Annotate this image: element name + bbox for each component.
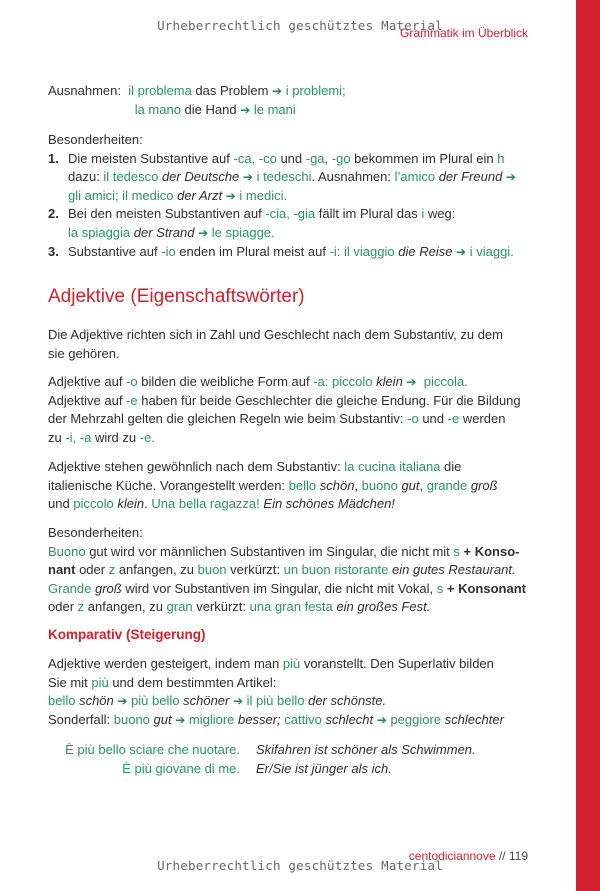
arrow-right-icon: ➔	[225, 188, 236, 203]
arrow-right-icon: ➔	[240, 102, 251, 117]
italian-term: piccola.	[416, 374, 468, 389]
text-segment: + Konso-	[459, 543, 520, 559]
text-segment: Adjektive auf	[48, 392, 127, 408]
text-segment: Adjektive auf	[48, 374, 127, 389]
german-translation: schön	[316, 477, 355, 493]
italian-term: la cucina italiana	[344, 459, 441, 474]
german-translation: schlechter	[441, 711, 504, 727]
text-line	[48, 326, 503, 345]
italian-term: -e	[447, 411, 460, 427]
text-line	[48, 373, 521, 392]
list-number: 2.	[48, 206, 59, 222]
example-german: Skifahren ist schöner als Schwimmen.	[256, 742, 476, 757]
german-translation: Ein schönes Mädchen!	[259, 496, 395, 512]
text-segment: und	[418, 411, 448, 427]
italian-term: più	[282, 656, 301, 671]
italian-term: -i: il viaggio	[329, 243, 395, 259]
italian-term: la spiaggia	[68, 224, 131, 240]
german-translation: gut	[397, 477, 420, 493]
german-translation: klein	[113, 496, 145, 512]
text-segment: Besonderheiten:	[48, 132, 143, 147]
text-segment: fällt im Plural das	[315, 206, 422, 222]
italian-term: grande	[426, 477, 468, 493]
arrow-right-icon: ➔	[198, 225, 209, 240]
italian-term: piccolo	[73, 496, 114, 512]
italian-term: i problemi;	[282, 83, 346, 98]
german-translation: der schönste.	[304, 693, 387, 709]
text-segment: ,	[419, 477, 427, 493]
italian-term: -o	[126, 374, 138, 389]
italian-term: i medici.	[235, 187, 288, 203]
adjektive-form-paragraph	[48, 373, 521, 447]
italian-term: Buono	[48, 543, 86, 559]
italian-term: -e	[126, 392, 138, 408]
italian-term: più bello	[127, 693, 180, 709]
text-segment: und	[276, 150, 306, 166]
italian-term: Una bella ragazza!	[151, 496, 260, 512]
besonderheiten-list	[48, 131, 516, 261]
german-translation: der Strand	[130, 224, 199, 240]
italian-term: -a: piccolo	[313, 374, 373, 389]
arrow-right-icon: ➔	[406, 375, 417, 389]
text-line	[48, 561, 526, 580]
text-segment: verkürzt:	[226, 562, 284, 578]
page-number-word: centodiciannove	[408, 849, 496, 863]
german-translation: klein	[372, 374, 407, 389]
italian-term: cattivo	[284, 711, 322, 727]
italian-term: -e.	[139, 429, 155, 445]
italian-term: s	[436, 580, 444, 596]
arrow-right-icon: ➔	[242, 170, 253, 185]
italian-term: le spiagge.	[208, 224, 275, 240]
examples-italian	[64, 740, 240, 778]
italian-term: h	[497, 150, 505, 166]
text-line	[48, 674, 504, 693]
text-segment: Bei den meisten Substantiven auf	[68, 206, 266, 222]
german-translation: besser;	[234, 711, 285, 727]
german-translation: groß	[467, 477, 498, 493]
text-segment: bilden die weibliche Form auf	[137, 374, 314, 389]
italian-term: gran	[166, 599, 193, 615]
text-segment: . Ausnahmen:	[311, 169, 395, 185]
italian-term: una gran festa	[249, 599, 333, 615]
text-segment	[48, 102, 135, 117]
text-segment: haben für beide Geschlechter die gleiche Endung. Für die Bildung	[137, 392, 521, 408]
list-item-line	[48, 150, 516, 169]
german-translation: gut	[149, 711, 176, 727]
italian-term: le mani	[250, 101, 296, 117]
italian-term: più	[91, 674, 109, 690]
text-segment: sie gehören.	[48, 345, 120, 361]
watermark-top: Urheberrechtlich geschütztes Material	[157, 18, 443, 33]
text-segment: Substantive auf	[68, 243, 162, 259]
german-translation: ein gutes Restaurant.	[388, 562, 516, 578]
italian-term: l’amico	[394, 169, 436, 185]
example-german: Er/Sie ist jünger als ich.	[256, 761, 392, 776]
text-segment: und dem bestimmten Artikel:	[108, 674, 277, 690]
german-translation: schlecht	[321, 711, 377, 727]
adjektive-position-paragraph	[48, 458, 498, 514]
list-number: 3.	[48, 243, 59, 259]
italian-term: la mano	[134, 101, 181, 117]
text-segment: Die meisten Substantive auf	[68, 150, 234, 166]
italian-term: -io	[161, 243, 176, 259]
german-translation: der Freund	[435, 169, 506, 185]
italian-term: buono	[361, 477, 398, 493]
arrow-right-icon: ➔	[505, 170, 516, 185]
ausnahmen-block	[48, 82, 346, 119]
text-line	[48, 711, 504, 730]
italian-term: buon	[197, 562, 227, 578]
page-number: 119	[508, 849, 528, 863]
text-line	[48, 392, 521, 411]
text-line	[48, 101, 346, 120]
text-line	[48, 495, 498, 514]
list-item-line	[48, 205, 516, 224]
text-segment: oder	[48, 599, 78, 615]
arrow-right-icon: ➔	[376, 712, 387, 727]
example-italian: È più giovane di me.	[122, 761, 240, 776]
text-segment: bekommen im Plural ein	[350, 150, 498, 166]
folio-separator: //	[495, 849, 509, 863]
text-segment: der Mehrzahl gelten die gleichen Regeln wie beim Substantiv:	[48, 411, 408, 427]
watermark-bottom: Urheberrechtlich geschütztes Material	[157, 858, 443, 873]
text-segment: zu	[48, 429, 66, 445]
text-segment: wird zu	[91, 429, 140, 445]
adjektive-intro-paragraph	[48, 326, 503, 363]
text-line	[48, 655, 504, 674]
german-translation: ein großes Fest.	[332, 599, 431, 615]
list-number: 1.	[48, 150, 59, 166]
arrow-right-icon: ➔	[272, 84, 283, 98]
text-line	[48, 82, 346, 101]
text-segment: gut wird vor männlichen Substantiven im Singular, die nicht mit	[85, 543, 454, 559]
text-line	[48, 477, 498, 496]
italian-term: il più bello	[243, 693, 305, 709]
list-item-line	[48, 243, 516, 262]
italian-term: bello	[288, 477, 317, 493]
german-translation: schön	[75, 693, 118, 709]
italian-term: un buon ristorante	[283, 562, 389, 578]
italian-term: il tedesco	[103, 169, 159, 185]
list-item-line	[48, 187, 516, 206]
text-segment: ,	[354, 477, 362, 493]
text-segment: dazu:	[68, 169, 104, 185]
italian-term: -ca, -co	[233, 150, 277, 166]
italian-term: -o	[407, 411, 419, 427]
italian-term: i viaggi.	[466, 243, 514, 259]
text-segment: voranstellt. Den Superlativ bilden	[300, 656, 494, 671]
german-translation: der Deutsche	[158, 169, 243, 185]
examples-german	[256, 740, 476, 778]
italian-term: gli amici; il medico	[68, 187, 174, 203]
italian-term: i	[421, 206, 425, 222]
arrow-right-icon: ➔	[232, 694, 244, 709]
german-translation: schöner	[179, 693, 233, 709]
komparativ-paragraph	[48, 655, 504, 729]
text-line	[48, 458, 498, 477]
text-line	[48, 410, 521, 429]
german-translation: die Reise	[394, 243, 457, 259]
text-segment: .	[144, 496, 152, 512]
text-segment: weg:	[424, 206, 456, 222]
text-line	[48, 580, 526, 599]
text-segment: Sie mit	[48, 674, 92, 690]
italian-term: peggiore	[386, 711, 442, 727]
text-segment: Sonderfall:	[48, 711, 114, 727]
text-line	[48, 131, 516, 150]
text-segment: italienische Küche. Vorangestellt werden:	[48, 477, 289, 493]
italian-term: -cia, -gia	[265, 206, 316, 222]
text-segment: die Hand	[180, 101, 241, 117]
page-edge-color-bar	[576, 0, 600, 891]
text-line	[48, 692, 504, 711]
text-line	[48, 429, 521, 448]
text-segment: Adjektive werden gesteigert, indem man	[48, 656, 283, 671]
italian-term: i tedeschi	[252, 169, 312, 185]
text-segment: nant	[48, 562, 76, 578]
text-line	[48, 345, 503, 364]
text-line	[48, 543, 526, 562]
italian-term: buono	[113, 711, 150, 727]
text-segment: anfangen, zu	[115, 562, 198, 578]
text-segment: und	[48, 496, 74, 512]
german-translation: groß	[91, 580, 122, 596]
arrow-right-icon: ➔	[117, 694, 128, 709]
text-line	[48, 598, 526, 617]
italian-term: il problema	[128, 83, 192, 98]
list-item-line	[48, 224, 516, 243]
text-segment: enden im Plural meist auf	[175, 243, 330, 259]
running-head: Grammatik im Überblick	[399, 26, 528, 40]
italian-term: bello	[48, 693, 76, 709]
italian-term: -ga, -go	[305, 150, 351, 166]
text-segment: verkürzt:	[192, 599, 250, 615]
text-segment: + Konsonant	[443, 580, 526, 596]
italian-term: z	[108, 562, 116, 578]
text-segment: Besonderheiten:	[48, 525, 143, 540]
german-translation: der Arzt	[173, 187, 226, 203]
text-segment: Die Adjektive richten sich in Zahl und Geschlecht nach dem Substantiv, zu dem	[48, 327, 503, 342]
arrow-right-icon: ➔	[456, 244, 467, 259]
text-segment: anfangen, zu	[84, 599, 167, 615]
italian-term: -i, -a	[65, 429, 92, 445]
italian-term: s	[453, 543, 460, 559]
text-segment: das Problem	[191, 83, 273, 98]
italian-term: z	[77, 599, 85, 615]
italian-term: migliore	[185, 711, 235, 727]
subheading-komparativ: Komparativ (Steigerung)	[48, 627, 206, 642]
adjektive-besonderheiten-paragraph	[48, 524, 526, 617]
list-item-line	[48, 168, 516, 187]
text-segment: Adjektive stehen gewöhnlich nach dem Substantiv:	[48, 459, 345, 474]
italian-term: Grande	[48, 580, 92, 596]
text-segment: wird vor Substantiven im Singular, die nicht mit Vokal,	[121, 580, 437, 596]
section-heading-adjektive: Adjektive (Eigenschaftswörter)	[48, 286, 305, 307]
arrow-right-icon: ➔	[175, 712, 186, 727]
text-segment: Ausnahmen:	[48, 83, 129, 98]
text-segment: oder	[75, 562, 109, 578]
text-segment: die	[440, 459, 462, 474]
text-segment: werden	[459, 411, 506, 427]
text-line	[48, 524, 526, 543]
example-italian: È più bello sciare che nuotare.	[65, 742, 240, 757]
